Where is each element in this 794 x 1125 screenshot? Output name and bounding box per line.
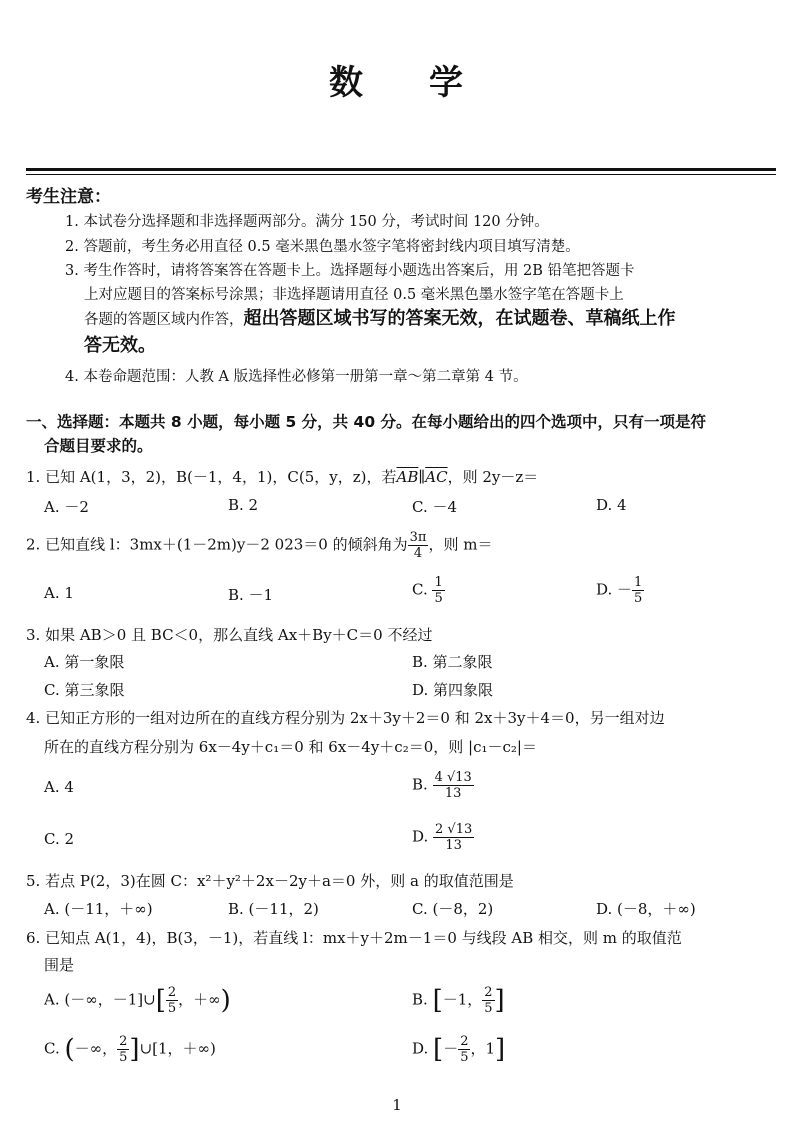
stem-text: 2. 已知直线 l：3mx＋(1－2m)y－2 023＝0 的倾斜角为 [26,535,408,554]
option-prefix: C. [412,580,433,599]
vector-ac: $\overline{AC}$ [425,468,448,486]
divider [26,168,776,171]
fraction [432,575,444,606]
bracket: [ [155,985,166,1016]
page-number: 1 [392,1096,402,1114]
fraction-denominator: 5 [460,1050,469,1065]
notice-item-3-line3 [84,304,676,330]
option-suffix: ∪[1，＋∞) [139,1039,216,1058]
fraction [433,770,474,801]
vector-ab: $\overline{AB}$ [396,468,419,486]
question-5-option-d: D. (－8，＋∞) [596,900,696,918]
question-5-option-a: A. (－11，＋∞) [44,900,153,918]
fraction-denominator: 5 [119,1050,128,1065]
question-3-option-c: C. 第三象限 [44,681,125,699]
question-6-option-a [44,985,231,1016]
fraction-numerator: 3π [409,530,427,545]
question-2-stem [26,530,492,561]
question-6-option-c [44,1034,216,1065]
notice-item-3-line4: 答无效。 [84,335,156,356]
option-prefix: D. － [596,580,633,599]
notice-text: 各题的答题区域内作答， [84,312,244,328]
question-6-line2: 围是 [44,956,75,974]
bracket: ] [494,985,505,1016]
question-6-option-d [412,1034,505,1065]
fraction-numerator: 2 [484,985,493,1000]
title-char: 数 [329,63,365,103]
question-5-option-b: B. (－11，2) [228,900,319,918]
question-2-option-c [412,575,445,606]
option-prefix: D. [412,827,434,846]
fraction-denominator: 5 [484,1001,493,1016]
question-5-stem: 5. 若点 P(2，3)在圆 C：x²＋y²＋2x－2y＋a＝0 外，则 a 的取值范围是 [26,872,514,890]
option-prefix: C. [44,1039,65,1058]
option-mid: －1， [442,990,483,1009]
notice-item-3-line2: 上对应题目的答案标号涂黑；非选择题请用直径 0.5 毫米黑色墨水签字笔在答题卡上 [84,287,624,303]
fraction [117,1034,129,1065]
bracket: ] [129,1034,140,1065]
bracket: [ [432,985,443,1016]
question-4-option-a: A. 4 [44,778,74,796]
option-suffix: ，1 [470,1039,496,1058]
question-1-option-b: B. 2 [228,496,259,514]
stem-text: ，则 m＝ [428,535,493,554]
question-1-option-c: C. －4 [412,498,458,516]
question-6-line1: 6. 已知点 A(1，4)，B(3，－1)，若直线 l：mx＋y＋2m－1＝0 与线段 AB 相交，则 m 的取值范 [26,929,682,947]
stem-text: 1. 已知 A(1，3，2)，B(－1，4，1)，C(5，y，z)，若 [26,468,397,486]
question-4-option-b [412,770,474,801]
fraction-denominator: 13 [444,786,462,801]
notice-item-1: 1. 本试卷分选择题和非选择题两部分。满分 150 分，考试时间 120 分钟。 [65,214,549,230]
notice-bold-text: 超出答题区域书写的答案无效，在试题卷、草稿纸上作 [243,308,676,329]
parallel-symbol: ∥ [418,468,426,486]
title-char: 学 [429,63,465,103]
fraction-numerator: 1 [434,575,443,590]
notice-item-3-line1: 3. 考生作答时，请将答案答在答题卡上。选择题每小题选出答案后，用 2B 铅笔把答题卡 [65,263,635,279]
stem-text: ，则 2y－z＝ [447,468,539,486]
divider [26,174,776,175]
section-heading-line1: 一、选择题：本题共 8 小题，每小题 5 分，共 40 分。在每小题给出的四个选项中，只有一项是符 [26,413,707,431]
fraction-denominator: 5 [634,591,643,606]
notice-heading: 考生注意： [26,187,111,207]
question-6-option-b [412,985,505,1016]
bracket: ) [220,985,231,1016]
fraction [482,985,494,1016]
option-mid: －∞， [74,1039,118,1058]
fraction-denominator: 4 [413,546,423,561]
fraction-denominator: 5 [167,1001,177,1016]
question-4-option-c: C. 2 [44,830,75,848]
notice-item-4: 4. 本卷命题范围：人教 A 版选择性必修第一册第一章～第二章第 4 节。 [65,369,528,385]
fraction [166,985,178,1016]
fraction-numerator: 2 [167,985,177,1000]
notice-item-2: 2. 答题前，考生务必用直径 0.5 毫米黑色墨水签字笔将密封线内项目填写清楚。 [65,239,580,255]
fraction-denominator: 5 [434,591,443,606]
fraction-numerator: 4 √13 [434,770,472,785]
question-2-option-a: A. 1 [44,584,74,602]
question-5-option-c: C. (－8，2) [412,900,494,918]
fraction-numerator: 1 [634,575,643,590]
option-prefix: B. [412,990,433,1009]
question-4-option-d [412,822,474,853]
question-2-option-b: B. －1 [228,586,274,604]
fraction-numerator: 2 [460,1034,469,1049]
question-3-option-a: A. 第一象限 [44,653,125,671]
fraction [632,575,644,606]
question-1-stem [26,466,538,487]
bracket: [ [433,1034,444,1065]
bracket: ] [495,1034,506,1065]
option-prefix: A. (－∞，－1]∪ [44,990,156,1009]
question-1-option-d: D. 4 [596,496,627,514]
question-2-option-d [596,575,644,606]
section-heading-line2: 合题目要求的。 [44,437,153,455]
bracket: ( [64,1034,75,1065]
fraction-numerator: 2 √13 [435,822,473,837]
question-4-line1: 4. 已知正方形的一组对边所在的直线方程分别为 2x＋3y＋2＝0 和 2x＋3y＋4＝0，另一组对边 [26,709,665,727]
option-prefix: B. [412,775,433,794]
fraction [408,530,429,561]
fraction-denominator: 13 [445,838,462,853]
question-3-option-b: B. 第二象限 [412,653,493,671]
fraction [433,822,474,853]
option-prefix: D. [412,1039,434,1058]
fraction [458,1034,470,1065]
option-suffix: ，＋∞ [178,990,221,1009]
question-3-stem: 3. 如果 AB＞0 且 BC＜0，那么直线 Ax＋By＋C＝0 不经过 [26,626,433,644]
fraction-numerator: 2 [119,1034,128,1049]
question-1-option-a: A. －2 [44,498,89,516]
option-mid: － [443,1039,459,1058]
page-title [0,55,794,104]
question-4-line2: 所在的直线方程分别为 6x－4y＋c₁＝0 和 6x－4y＋c₂＝0，则 |c₁－c₂|＝ [44,738,537,756]
question-3-option-d: D. 第四象限 [412,681,494,699]
